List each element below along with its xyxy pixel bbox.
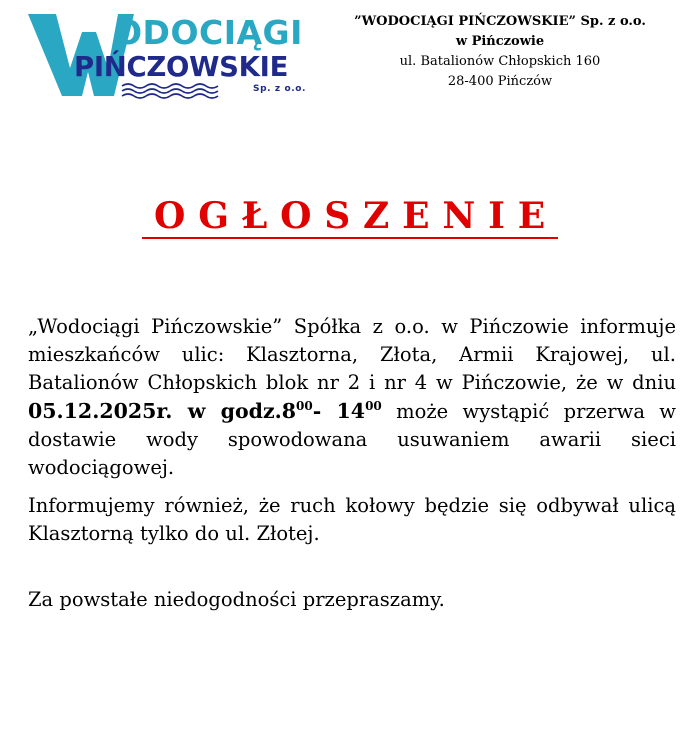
title-text: OGŁOSZENIE bbox=[142, 195, 558, 239]
dash-text: - 14 bbox=[312, 399, 366, 423]
p1-intro: „Wodociągi Pińczowskie” Spółka z o.o. w Pińczowie informuje mieszkańców ulic: Klasztorna, Złota, Armii Krajowej, ul. Batalionów Chłopskich blok nr 2 i nr 4 w Pińczowie, że w dniu bbox=[28, 315, 676, 394]
closing-line: Za powstałe niedogodności przepraszamy. bbox=[28, 588, 445, 611]
company-logo bbox=[26, 10, 316, 102]
paragraph-1 bbox=[28, 313, 676, 482]
company-name: ”WODOCIĄGI PIŃCZOWSKIE” Sp. z o.o. bbox=[354, 14, 646, 29]
announcement-title bbox=[0, 194, 700, 238]
p1-rest: może wystąpić przerwa w dostawie wody spowodowana usuwaniem awarii sieci wodociągowej. bbox=[28, 400, 676, 479]
end-minutes: 00 bbox=[365, 399, 382, 413]
logo-wave bbox=[122, 89, 218, 93]
logo-text-line2: PIŃCZOWSKIE bbox=[74, 51, 289, 83]
logo-wave bbox=[122, 94, 218, 98]
logo-subtitle: Sp. z o.o. bbox=[253, 84, 307, 94]
company-city: w Pińczowie bbox=[455, 34, 545, 49]
outage-date bbox=[28, 399, 382, 423]
company-header bbox=[330, 12, 670, 92]
logo-text-line1: ODOCIĄGI bbox=[114, 13, 303, 52]
company-street: ul. Batalionów Chłopskich 160 bbox=[399, 54, 601, 69]
start-minutes: 00 bbox=[296, 399, 313, 413]
date-text: 05.12.2025r. w godz.8 bbox=[28, 399, 297, 423]
logo-wave bbox=[122, 84, 218, 88]
announcement-body bbox=[28, 313, 676, 614]
company-postal: 28-400 Pińczów bbox=[447, 74, 553, 89]
paragraph-2: Informujemy również, że ruch kołowy będzie się odbywał ulicą Klasztorną tylko do ul. Złotej. bbox=[28, 494, 676, 545]
